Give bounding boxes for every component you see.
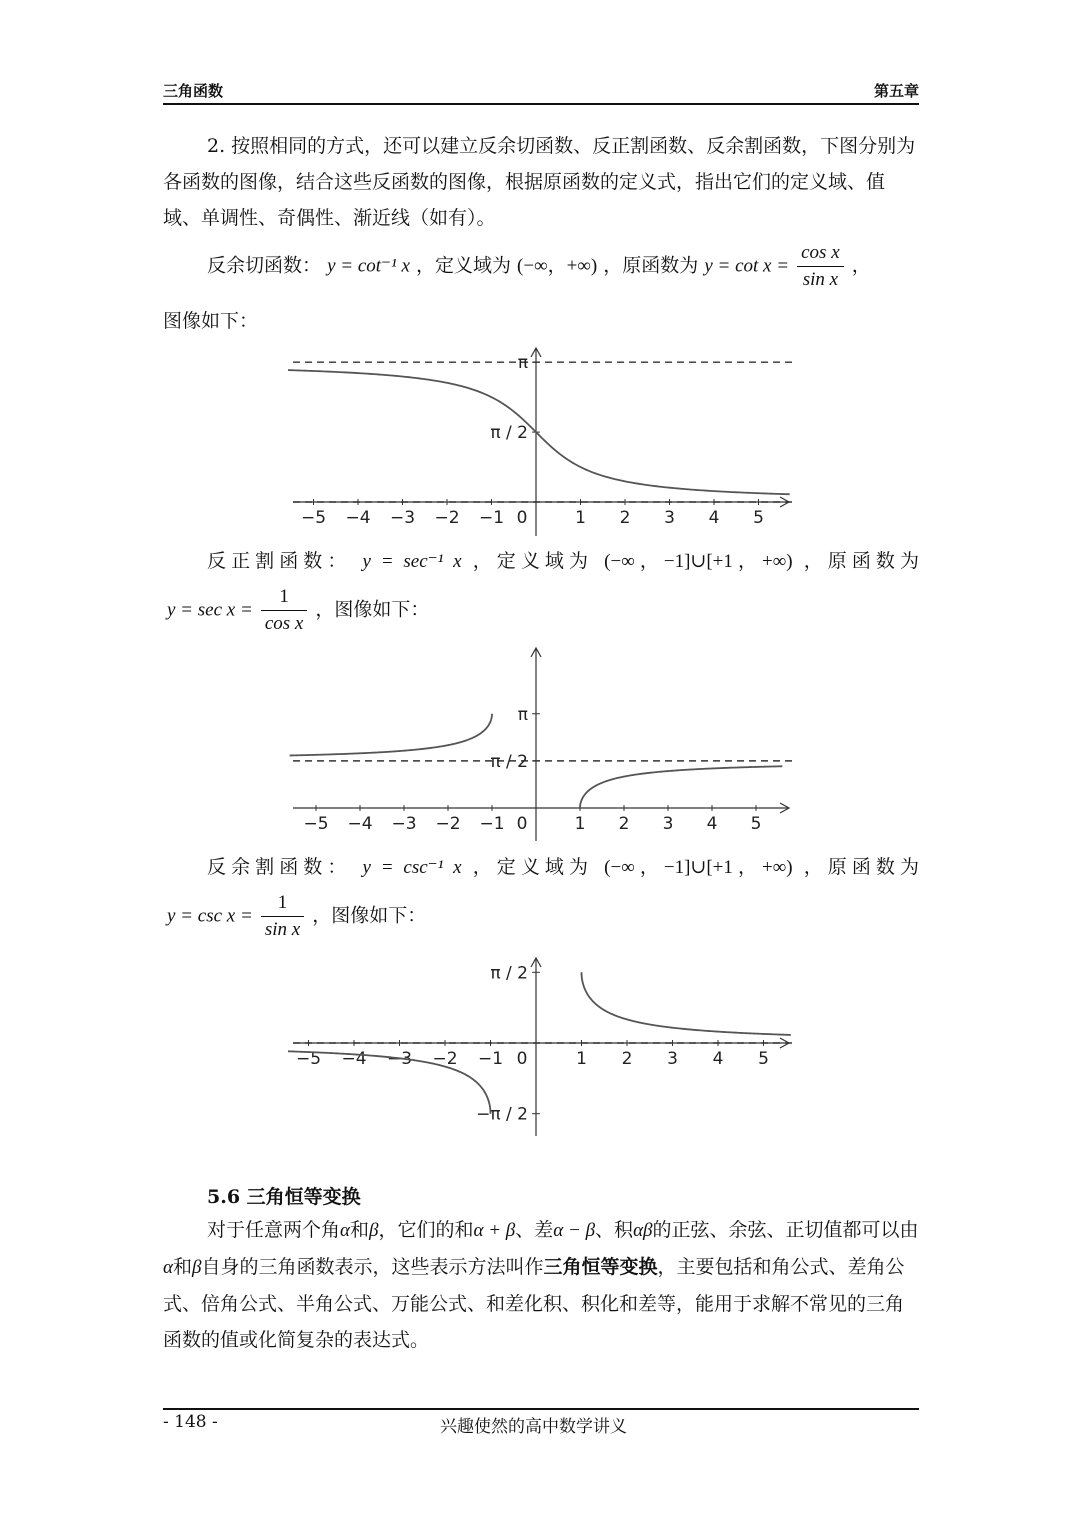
chapter-title: 三角函数 <box>163 82 224 100</box>
y-tick-label: π / 2 <box>490 423 528 444</box>
book-title: 兴趣使然的高中数学讲义 <box>440 1417 627 1437</box>
intro-paragraph: 2. 按照相同的方式，还可以建立反余切函数、反正割函数、反余割函数，下图分别为各函数的图像，结合这些反函数的图像，根据原函数的定义式，指出它们的定义域、值域、单调性、奇偶性、渐近线（如有）。 <box>163 135 916 229</box>
arccot-caption: 图像如下： <box>163 310 259 332</box>
arccsc-domain: (−∞，−1]∪[+1，+∞) <box>604 857 793 878</box>
x-tick-label: 4 <box>712 1049 724 1069</box>
arcsec-caption: ，图像如下： <box>315 598 430 621</box>
arccot-denominator: sin x <box>802 269 839 290</box>
x-tick-label: −1 <box>479 814 505 834</box>
sec-alpha: α <box>340 1220 350 1241</box>
y-tick-label: π / 2 <box>490 751 528 772</box>
x-tick-label: −2 <box>432 1049 458 1069</box>
y-tick-label: π / 2 <box>490 963 528 984</box>
arccot-definition <box>207 242 871 291</box>
chapter-number: 第五章 <box>873 82 919 100</box>
sec-p1: 对于任意两个角 <box>207 1219 341 1241</box>
arcsec-definition <box>207 546 919 573</box>
arccsc-denominator: sin x <box>264 919 301 940</box>
arcsec-chart <box>288 645 798 845</box>
arccot-fraction <box>797 242 844 291</box>
x-tick-label: 4 <box>706 814 718 834</box>
arccsc-orig: y = csc x = <box>167 905 253 927</box>
section-paragraph <box>163 1212 919 1358</box>
arccsc-definition <box>207 852 919 879</box>
arccsc-label: 反余割函数： <box>207 856 352 878</box>
function-curve-1 <box>582 972 791 1035</box>
arcsec-denominator: cos x <box>264 613 304 634</box>
page-header <box>163 80 919 104</box>
x-tick-label: 2 <box>619 508 631 528</box>
x-tick-label: 5 <box>758 1049 769 1069</box>
x-tick-label: 1 <box>575 508 586 528</box>
arcsec-orig: y = sec x = <box>167 599 253 621</box>
x-tick-label: −3 <box>391 814 417 834</box>
sec-prod: αβ <box>633 1220 653 1241</box>
x-tick-label: −3 <box>389 508 416 528</box>
arcsec-domain: (−∞，−1]∪[+1，+∞) <box>604 551 793 572</box>
x-tick-label: −4 <box>347 814 373 834</box>
x-tick-label: −3 <box>386 1049 413 1069</box>
arcsec-original <box>167 586 429 635</box>
x-tick-label: 0 <box>516 814 528 834</box>
x-tick-label: 2 <box>621 1049 633 1069</box>
arcsec-orig-label: ，原函数为 <box>803 550 919 572</box>
arccsc-original <box>167 892 426 941</box>
y-tick-label: −π / 2 <box>476 1104 528 1125</box>
x-tick-label: −4 <box>341 1049 367 1069</box>
x-tick-label: −5 <box>300 508 327 528</box>
section-title: 5.6 三角恒等变换 <box>207 1186 361 1208</box>
sec-p2: ，它们的和 <box>378 1219 474 1241</box>
arccot-chart <box>288 345 798 540</box>
x-tick-label: −1 <box>477 1049 504 1069</box>
sec-and-2: 和 <box>172 1256 192 1278</box>
x-tick-label: 3 <box>667 1049 678 1069</box>
sec-beta-2: β <box>192 1257 202 1278</box>
arccsc-fraction <box>261 892 304 941</box>
x-tick-label: −5 <box>303 814 329 834</box>
x-tick-label: −4 <box>345 508 371 528</box>
arccsc-domain-label: ，定义域为 <box>472 856 594 878</box>
arcsec-numerator: 1 <box>261 586 308 611</box>
arccot-label: 反余切函数： <box>207 254 322 277</box>
x-tick-label: 4 <box>708 508 720 528</box>
arccot-numerator: cos x <box>797 242 844 267</box>
sec-p6: 自身的三角函数表示，这些表示方法叫作 <box>201 1256 544 1278</box>
x-tick-label: 3 <box>664 508 675 528</box>
x-tick-label: −2 <box>435 814 461 834</box>
arccsc-formula: y = csc⁻¹ x <box>362 857 462 878</box>
arccot-orig-label: ，原函数为 <box>603 254 699 277</box>
x-tick-label: 3 <box>662 814 674 834</box>
sec-and: 和 <box>350 1219 370 1241</box>
sec-p4: 、积 <box>595 1219 634 1241</box>
arccot-domain: (−∞，+∞) <box>517 255 598 277</box>
x-tick-label: −1 <box>478 508 505 528</box>
arccsc-orig-label: ，原函数为 <box>803 856 919 878</box>
x-tick-label: 1 <box>576 1049 587 1069</box>
arccot-tail: ， <box>851 254 871 277</box>
sec-diff: α − β <box>553 1220 596 1241</box>
page-number: - 148 - <box>163 1412 218 1432</box>
arccot-orig: y = cot x = <box>704 255 790 277</box>
x-tick-label: 5 <box>750 814 762 834</box>
header-rule <box>163 103 919 105</box>
y-tick-label: π <box>517 353 528 374</box>
arcsec-label: 反正割函数： <box>207 550 352 572</box>
sec-bold-term: 三角恒等变换 <box>543 1256 658 1278</box>
arcsec-fraction <box>261 586 308 635</box>
arccsc-numerator: 1 <box>261 892 304 917</box>
x-tick-label: 0 <box>516 508 528 528</box>
arccsc-caption: ，图像如下： <box>312 904 427 927</box>
x-tick-label: 2 <box>618 814 630 834</box>
function-curve-1 <box>580 766 782 808</box>
x-tick-label: 0 <box>516 1049 528 1069</box>
x-tick-label: 5 <box>753 508 764 528</box>
x-tick-label: 1 <box>574 814 586 834</box>
sec-sum: α + β <box>473 1220 516 1241</box>
x-tick-label: −5 <box>295 1049 322 1069</box>
arcsec-domain-label: ，定义域为 <box>472 550 594 572</box>
arcsec-formula: y = sec⁻¹ x <box>362 551 462 572</box>
footer-rule <box>163 1408 919 1410</box>
function-curve-0 <box>290 714 492 756</box>
sec-p3: 、差 <box>515 1219 554 1241</box>
sec-p7: ，主要包括和角公式、差角公式、倍角公式、半角公式、万能公式、和差化积、积化和差等，能用于求解不常见的三角函数的值或化简复杂的表达式。 <box>163 1256 905 1351</box>
arccot-domain-label: ，定义域为 <box>415 254 511 277</box>
arccsc-chart <box>288 955 798 1140</box>
sec-alpha-2: α <box>163 1257 173 1278</box>
sec-beta: β <box>369 1220 379 1241</box>
arccot-formula: y = cot⁻¹ x <box>327 255 410 277</box>
sec-p5: 的正弦、余弦、正切值都可以由 <box>652 1219 919 1241</box>
y-tick-label: π <box>517 704 528 725</box>
x-tick-label: −2 <box>434 508 460 528</box>
